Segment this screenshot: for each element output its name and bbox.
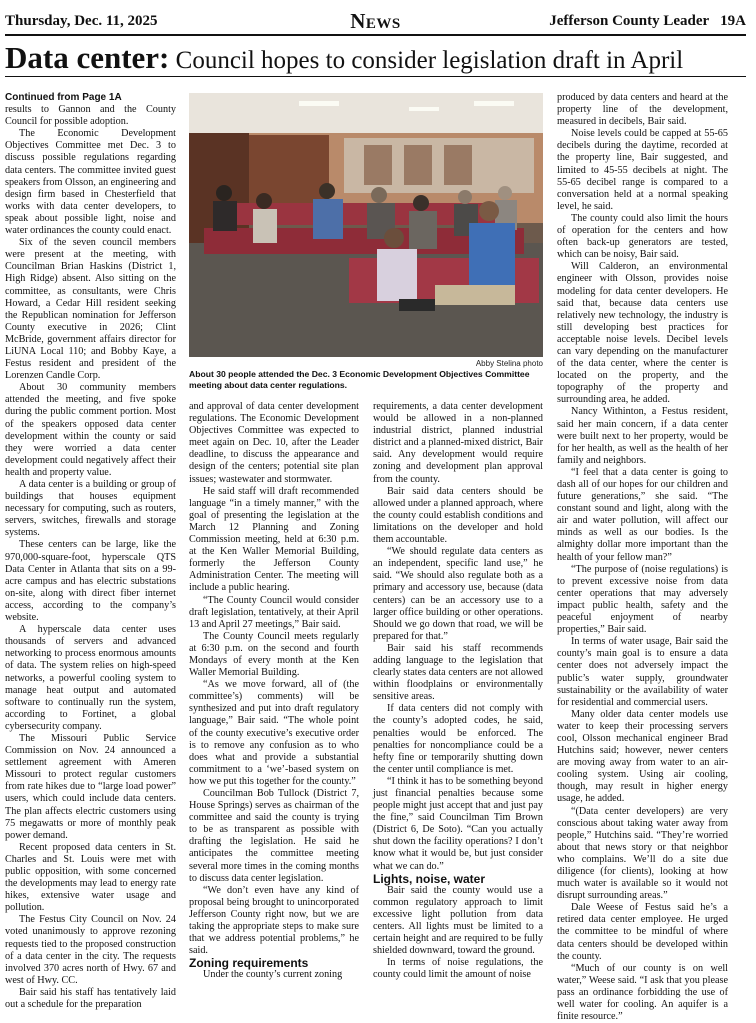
paragraph: Dale Weese of Festus said he’s a retired data center employee. He urged the committee to be mindful of where data centers should be developed within the county. [557, 902, 728, 962]
paragraph: results to Gannon and the County Council for possible adoption. [5, 104, 176, 128]
paragraph: “We should regulate data centers as an independent, specific land use,” he said. “We should also regulate both as a primary and accessory use, because (data centers) can be an accessory use to a larger office building or other operations. Should we go down that road, we will be prepared for that.” [373, 546, 543, 642]
paragraph: Councilman Bob Tullock (District 7, House Springs) serves as chairman of the committee and said the county is trying to be as transparent as possible with drafting the legislation. He said he anticipates the committee meeting several more times in the coming months to discuss data center legislation. [189, 788, 359, 884]
paragraph: About 30 community members attended the meeting, and five spoke during the public comment portion. Most of the speakers opposed data center development within the county or said they were worried a data center development could negatively affect their health and property value. [5, 382, 176, 478]
article-headline [5, 40, 746, 77]
continued-from-note: Continued from Page 1A [5, 92, 122, 103]
meeting-photo [189, 93, 543, 357]
paper-name-page: Jefferson County Leader 19A [549, 13, 746, 29]
subheading: Lights, noise, water [373, 871, 486, 886]
paragraph: The Missouri Public Service Commission on Nov. 24 announced a settlement agreement with Ameren Missouri to protect regular customers from rate hikes due to “large load power” users, which could include data centers. The plan affects electric customers using 75 megawatts or more of monthly peak power demand. [5, 732, 176, 841]
paragraph: “We don’t even have any kind of proposal being brought to unincorporated Jefferson County right now, but we are taking the appropriate steps to make sure that we address potential problems,” he said. [189, 884, 359, 957]
paragraph: “The purpose of (noise regulations) is to prevent excessive noise from data center operations that may adversely impact public health, safety and the peaceful enjoyment of nearby properties,” Bair said. [557, 563, 728, 636]
paragraph: Will Calderon, an environmental engineer with Olsson, provides noise modeling for data center developers. He said that, because data centers use relatively new technology, the industry is still developing best practices for acceptable noise levels. Decibel levels can vary depending on the manufacturer of the data center, where the center is located on the property, and the topography of the property and surrounding area, he added. [557, 261, 728, 406]
issue-date: Thursday, Dec. 11, 2025 [5, 13, 158, 29]
paragraph: If data centers did not comply with the county’s adopted codes, he said, penalties would be enforced. The penalties for noncompliance could be a hefty fine or temporarily shutting down the center until compliance is met. [373, 703, 543, 775]
paragraph: Recent proposed data centers in St. Charles and St. Louis were met with public opposition, with some concerned the developments may lead to energy rate hikes, extensive water usage and pollution. [5, 841, 176, 914]
paragraph: Under the county’s current zoning [203, 969, 343, 981]
photo-credit: Abby Stelina photo [475, 359, 543, 368]
article-column-2 [189, 401, 359, 980]
subheading: Zoning requirements [189, 956, 309, 971]
article-column-1 [5, 92, 176, 1011]
paragraph: The Festus City Council on Nov. 24 voted unanimously to approve rezoning requests tied to the proposed construction of a data center in the city. The requests involved 370 acres north of Hwy. 67 and west of Hwy. CC. [5, 914, 176, 986]
paragraph: In terms of noise regulations, the county could limit the amount of noise [373, 957, 543, 981]
paragraph: Many older data center models use water to keep their processing servers cool, Olsson mechanical engineer Brad Hutchins said; however, newer centers are moving away from water to an air-cooling system. Using air cooling, though, may result in higher energy usage, he added. [557, 708, 728, 805]
paragraph: “(Data center developers) are very conscious about taking water away from people,” Hutchins said. “They’re worried about that news story or that neighbor who complains. We’ll do a site due diligence (for clients), looking at how much water is available so it would not disrupt surrounding areas.” [557, 805, 728, 902]
paragraph: Nancy Withinton, a Festus resident, said her main concern, if a data center were built next to her property, would be for her health, as well as the health of her family and neighbors. [557, 406, 728, 466]
paragraph: These centers can be large, like the 970,000-square-foot, hyperscale QTS Data Center in Atlanta that sits on a 99-acre campus and has electric substations on-site, along with direct fiber internet access, according to the company’s website. [5, 539, 176, 624]
paragraph: and approval of data center development regulations. The Economic Development Objectives Committee was expected to meet again on Dec. 10, after the Leader deadline, to discuss the appearance and design of the centers; potential site plan issues; wastewater and stormwater. [189, 401, 359, 485]
paragraph: Bair said the county would use a common regulatory approach to limit excessive light pollution from data centers. All lights must be limited to a certain height and are required to be fully shielded downward, toward the ground. [373, 884, 543, 957]
paragraph: “I think it has to be something beyond just financial penalties because some people might just accept that and just pay the fine,” said Councilman Tim Brown (District 6, De Soto). “Can you actually shut down the facility operations? I don’t know what it would be, but just consider what we can do.” [373, 775, 543, 872]
headline-lead: Data center: [5, 40, 170, 75]
section-name: News [350, 9, 401, 33]
paragraph: The Economic Development Objectives Committee met Dec. 3 to discuss possible regulations regarding data centers. The committee invited guest speakers from Olsson, an engineering and design firm based in Chesterfield that works with data center developers, to speak about possible light, noise and water ordinances the county could enact. [5, 128, 176, 237]
headline-rest: Council hopes to consider legislation draft in April [169, 47, 684, 74]
paragraph: A hyperscale data center uses thousands of servers and advanced networking to process enormous amounts of data. The system relies on high-speed networks, a powerful cooling system to manage heat output and automated software to continually run the system, according to Fortinet, a global cybersecurity company. [5, 624, 176, 732]
article-column-4 [557, 92, 728, 1023]
paragraph: “As we move forward, all of (the committee’s) comments) will be synthesized and put into draft regulatory language,” Bair said. “The whole point of the county executive’s executive order is to remove any confusion as to who does what and provide a substantial commitment to a ‘we’-based system on how we put this together for the county.” [189, 679, 359, 787]
paragraph: The county could also limit the hours of operation for the centers and how often back-up generators are tested, which can be noisy, Bair said. [557, 212, 728, 261]
paragraph: Bair said his staff has tentatively laid out a schedule for the preparation [5, 986, 176, 1011]
paragraph: produced by data centers and heard at the property line of the development, measured in decibels, Bair said. [557, 92, 728, 128]
paragraph: “Much of our county is on well water,” Weese said. “I ask that you please pass an ordinance forbidding the use of well water for cooling. An aquifer is a finite resource.” [557, 962, 728, 1023]
paragraph: He said staff will draft recommended language “in a timely manner,” with the goal of presenting the legislation at the March 12 Planning and Zoning Commission meeting, held at 6:30 p.m. at the Ken Waller Memorial Building, formerly the Jefferson County Administration Center. The meeting will include a public hearing. [189, 485, 359, 594]
photo-caption: About 30 people attended the Dec. 3 Economic Development Objectives Committee meeting about data center regulations. [189, 369, 530, 390]
paragraph: A data center is a building or group of buildings that houses equipment necessary for computing, such as routers, servers, switches, firewalls and storage systems. [5, 479, 176, 539]
meeting-room-illustration [189, 93, 543, 357]
paragraph: The County Council meets regularly at 6:30 p.m. on the second and fourth Mondays of every month at the Ken Waller Memorial Building. [189, 630, 359, 679]
paragraph: In terms of water usage, Bair said the county’s main goal is to ensure a data center does not adversely impact the public’s water supply, groundwater sustainability or the availability of water for residential and commercial users. [557, 636, 728, 708]
paragraph: requirements, a data center development would be allowed in a non-planned industrial district, planned industrial district and a planned-mixed district, Bair said. Any development would require zoning and development plan approval from the county. [373, 401, 543, 485]
paragraph: Bair said his staff recommends adding language to the legislation that clearly states data centers are not allowed within floodplains or environmentally sensitive areas. [373, 642, 543, 703]
article-column-3 [373, 401, 543, 980]
paragraph: Noise levels could be capped at 55-65 decibels during the daytime, recorded at the property line, Bair suggested, and limited to 45-55 decibels at night. The 55-65 decibel range is compared to a conversation held at a normal speaking level, he said. [557, 128, 728, 212]
page-header [5, 6, 746, 36]
paragraph: “The County Council would consider draft legislation, tentatively, at their April 13 and April 27 meetings,” Bair said. [189, 594, 359, 630]
paragraph: Bair said data centers should be allowed under a planned approach, where the county could establish conditions and limitations on the developer and hold them accountable. [373, 485, 543, 546]
paragraph: “I feel that a data center is going to dash all of our hopes for our children and future generations,” she said. “The constant sound and light, along with the air and water pollution, will affect our minds as well as our bodies. Is the almighty dollar more important than the health of your fellow man?” [557, 466, 728, 563]
paragraph: Six of the seven council members were present at the meeting, with Councilman Brian Haskins (District 1, High Ridge) absent. Also sitting on the committee, as consultants, were Chris Howard, a Cedar Hill resident seeking the Republican nomination for Jefferson County executive in 2026; Clint McBride, government affairs director for LiUNA Local 110; and Bobby Kaye, a Festus resident and president of the Lorenzen Candle Corp. [5, 237, 176, 382]
